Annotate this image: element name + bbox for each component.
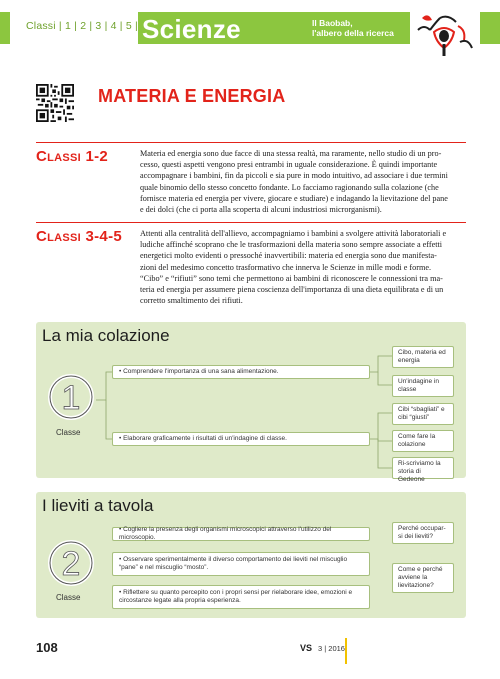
section-divider (36, 142, 466, 143)
classe-4[interactable]: 4 (110, 20, 117, 32)
outcome-item[interactable]: Un'indagine in classe (392, 375, 454, 397)
svg-text:1: 1 (61, 379, 81, 417)
text-line: corretto smaltimento dei rifiuti. (140, 296, 243, 306)
text-line: cesso, questi aspetti vengono presi entrambi in uguale considerazione. È quindi importante (140, 160, 438, 170)
goal-item: • Cogliere la presenza degli organismi microscopici attraverso l'utilizzo del microscopio. (112, 527, 370, 541)
outcome-item[interactable]: Cibo, materia ed energia (392, 346, 454, 368)
number-badge-1-icon (48, 374, 94, 420)
goal-item: • Comprendere l'importanza di una sana alimentazione. (112, 365, 370, 379)
number-badge-2-icon (48, 540, 94, 586)
text-line: fornisce materia ed energia per vivere, giocare e studiare) e indagando la lievitazione del pane (140, 193, 448, 203)
classe-label: Classe (56, 428, 81, 437)
issue-label: 3 | 2016 (318, 644, 345, 653)
goal-item: • Osservare sperimentalmente il diverso comportamento dei lieviti nel miscuglio “pane” e nel miscuglio “mosto”. (112, 552, 370, 576)
magazine-logo: VS (300, 643, 313, 653)
activity-title: La mia colazione (42, 326, 170, 345)
outcome-item[interactable]: Come e perché avviene la lievitazione? (392, 563, 454, 593)
text-line: Attenti alla centralità dell'allievo, accompagniamo i bambini a svolgere attività laboratoriali e (140, 229, 447, 238)
classe-3[interactable]: 3 (95, 20, 102, 32)
text-line: ludiche affinché scoprano che le trasformazioni della materia sono sempre associate a effetti (140, 240, 443, 250)
main-title: MATERIA E ENERGIA (98, 86, 286, 106)
subtitle-line-2: l'albero della ricerca (312, 28, 394, 38)
goal-item: • Riflettere su quanto percepito con i propri sensi per rielaborare idee, emozioni e circostanze legate alla propria esperienza. (112, 585, 370, 609)
section-title: Scienze (142, 14, 241, 44)
qr-code-icon[interactable] (36, 84, 74, 122)
subtitle-line-1: Il Baobab, (312, 18, 353, 28)
classi-label: Classi (26, 20, 56, 32)
section-label-3-4-5: Classi 3-4-5 (36, 228, 123, 245)
text-line: zioni del medesimo concetto trasformativo che innerva le Scienze in mille modi e forme. (140, 262, 432, 272)
classe-5[interactable]: 5 (125, 20, 132, 32)
section-text-3-4-5 (140, 228, 466, 306)
section-text-1-2 (140, 148, 466, 215)
text-line: quale binomio dello stesso concetto fondante. Lo facciamo ragionando sulla colazione (che (140, 182, 439, 192)
text-line: Materia ed energia sono due facce di una stessa realtà, ma raramente, nello studio di un pro- (140, 149, 442, 158)
text-line: teria ed energia per assumere piena coscienza dell'importanza di una dieta equilibrata e di un (140, 285, 444, 295)
outcome-item[interactable]: Perché occuparsi dei lieviti? (392, 522, 454, 544)
classe-2[interactable]: 2 (80, 20, 87, 32)
section-label-1-2: Classi 1-2 (36, 148, 109, 165)
text-line: “Cibo” e “rifiuti” sono temi che permettono ai bambini di riconoscere le connessioni tra ma- (140, 273, 443, 283)
goal-item: • Elaborare graficamente i risultati di un'indagine di classe. (112, 432, 370, 446)
classi-nav: Classi | 1 | 2 | 3 | 4 | 5 | (26, 20, 138, 32)
page-number: 108 (36, 640, 58, 655)
header-subtitle (312, 18, 412, 38)
outcome-item[interactable]: Come fare la colazione (392, 430, 454, 452)
text-line: accompagnare i bambini, fin da piccoli e sia pure in modo intuitivo, ad associare i due termini (140, 171, 448, 181)
classe-1[interactable]: 1 (64, 20, 72, 32)
svg-text:2: 2 (61, 545, 81, 583)
text-line: energetici molto evidenti o pressoché inavvertibili: materia ed energia sono due manifesta- (140, 251, 437, 261)
outcome-item[interactable]: Ri-scriviamo la storia di Gedeone (392, 457, 454, 479)
classe-label: Classe (56, 593, 81, 602)
outcome-item[interactable]: Cibi “sbagliati” e cibi “giusti” (392, 403, 454, 425)
activity-title: I lieviti a tavola (42, 496, 154, 515)
section-divider (36, 222, 466, 223)
footer-divider (345, 638, 347, 664)
text-line: e dei dolci (che ci porta alla scoperta di alcuni industriosi microrganismi). (140, 205, 382, 215)
baobab-logo-icon (410, 8, 480, 60)
